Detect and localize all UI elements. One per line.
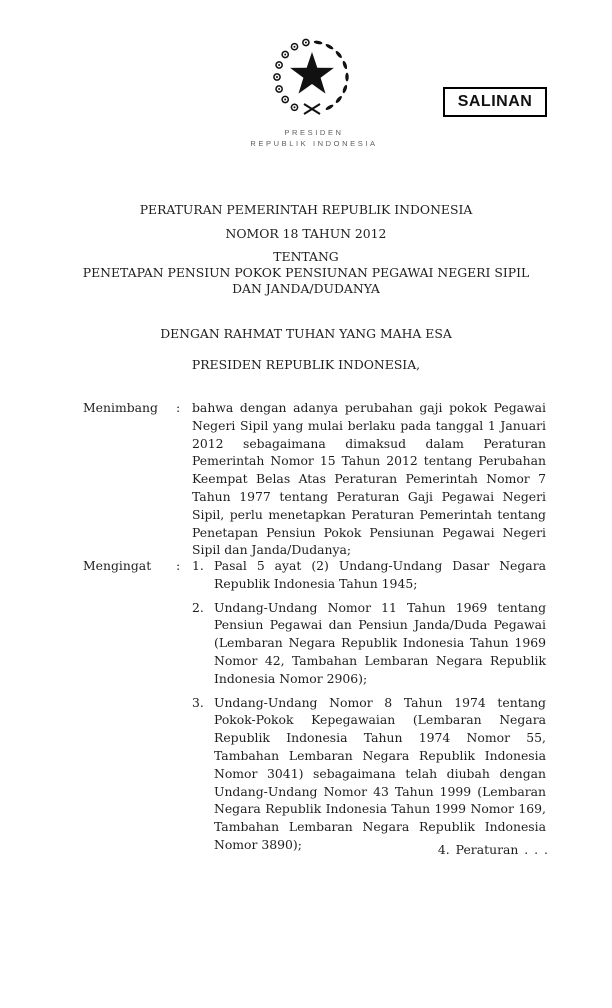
star-icon	[290, 52, 334, 94]
title-block	[40, 202, 572, 297]
regulation-title: PERATURAN PEMERINTAH REPUBLIK INDONESIA	[139, 202, 473, 217]
list-item-number: 3.	[192, 694, 204, 710]
remembering-label: Mengingat	[83, 558, 152, 573]
considering-section	[83, 399, 546, 559]
invocation-line: DENGAN RAHMAT TUHAN YANG MAHA ESA	[160, 326, 452, 341]
list-item	[192, 557, 546, 593]
presidential-seal-icon	[268, 33, 356, 121]
salinan-stamp: SALINAN	[443, 87, 547, 117]
considering-text: bahwa dengan adanya perubahan gaji pokok Pegawai Negeri Sipil yang mulai berlaku pada tanggal 1 Januari 2012 sebagaimana dimaksud dalam Peraturan Pemerintah Nomor 15 Tahun 2012 tentang Perubahan Keempat Belas Atas Peraturan Pemerintah Nomor 7 Tahun 1977 tentang Peraturan Gaji Pegawai Negeri Sipil, perlu menetapkan Peraturan Pemerintah tentang Penetapan Pensiun Pokok Pensiunan Pegawai Negeri Sipil dan Janda/Dudanya;	[192, 400, 546, 558]
list-item	[192, 694, 546, 854]
authority-line: PRESIDEN REPUBLIK INDONESIA,	[191, 357, 421, 372]
letterhead	[214, 127, 414, 149]
remembering-list	[192, 557, 546, 854]
remembering-section	[83, 557, 546, 854]
page-catchword: 4. Peraturan . . .	[437, 842, 548, 857]
list-item-number: 2.	[192, 599, 204, 615]
considering-colon: :	[176, 400, 181, 415]
remembering-colon: :	[176, 558, 181, 573]
list-item-number: 1.	[192, 558, 204, 573]
list-item-text: Undang-Undang Nomor 8 Tahun 1974 tentang Pokok-Pokok Kepegawaian (Lembaran Negara Republik Indonesia Tahun 1974 Nomor 55, Tambahan Lembaran Negara Republik Indonesia Nomor 3041) sebagaimana telah diubah dengan Undang-Undang Nomor 43 Tahun 1999 (Lembaran Negara Republik Indonesia Tahun 1999 Nomor 169, Tambahan Lembaran Negara Republik Indonesia Nomor 3890);	[214, 694, 546, 852]
wreath-stems	[304, 104, 320, 114]
considering-label: Menimbang	[83, 400, 158, 415]
subject-line-1: PENETAPAN PENSIUN POKOK PENSIUNAN PEGAWAI NEGERI SIPIL	[82, 265, 530, 280]
list-item-text: Undang-Undang Nomor 11 Tahun 1969 tentang Pensiun Pegawai dan Pensiun Janda/Duda Pegawai (Lembaran Negara Republik Indonesia Tahun 1969 Nomor 42, Tambahan Lembaran Negara Republik Indonesia Nomor 2906);	[214, 599, 546, 686]
list-item	[192, 599, 546, 688]
tentang-label: TENTANG	[273, 249, 339, 264]
preamble	[40, 326, 572, 373]
letterhead-republik-indonesia: REPUBLIK INDONESIA	[250, 139, 378, 148]
list-item-text: Pasal 5 ayat (2) Undang-Undang Dasar Negara Republik Indonesia Tahun 1945;	[214, 558, 546, 591]
letterhead-presiden: PRESIDEN	[284, 128, 344, 137]
subject-line-2: DAN JANDA/DUDANYA	[232, 281, 380, 296]
regulation-number: NOMOR 18 TAHUN 2012	[225, 226, 387, 241]
